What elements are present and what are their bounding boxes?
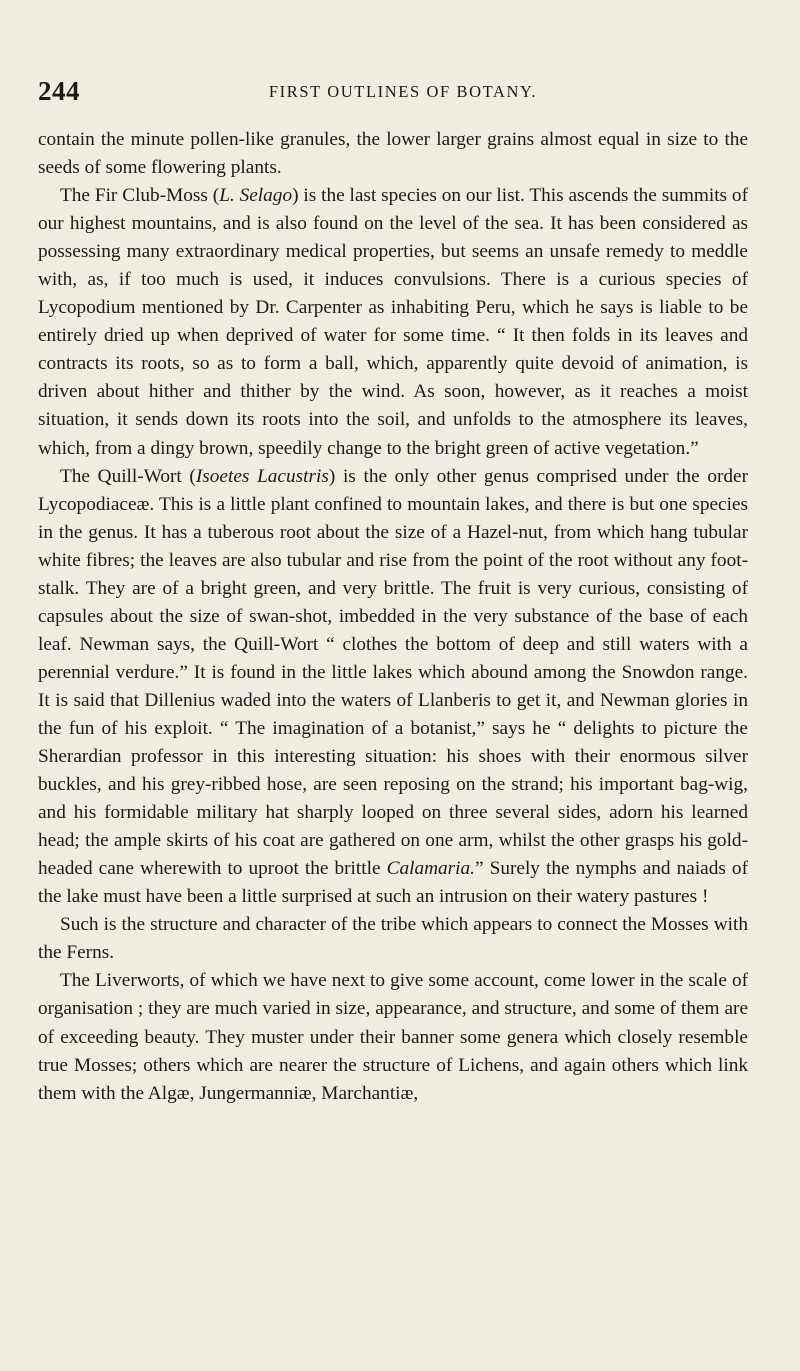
paragraph-text: contain the minute pollen-like granules, the lower larger grains almost equal in size to the seeds of some flowering plants. — [38, 129, 748, 179]
paragraph-text: ” Surely the nymphs and naiads of the lake must have been a little surprised at such an intrusion on their watery pastures ! — [38, 858, 748, 908]
species-name-italic: Isoetes Lacustris — [195, 465, 329, 487]
species-name-italic: Calamaria. — [386, 858, 475, 880]
paragraph-quill-wort — [38, 463, 748, 912]
paragraph-text: ) is the only other genus comprised under the order Lycopodiaceæ. This is a little plant confined to mountain lakes, and there is but one species in the genus. It has a tuberous root about the size of a Hazel-nut, from which hang tubular white fibres; the leaves are also tubular and rise from the point of the root without any foot-stalk. They are of a bright green, and very brittle. The fruit is very curious, consisting of capsules about the size of swan-shot, imbedded in the very substance of the base of each leaf. Newman says, the Quill-Wort “ clothes the bottom of deep and still waters with a perennial verdure.” It is found in the little lakes which abound among the Snowdon range. It is said that Dillenius waded into the waters of Llanberis to get it, and Newman glories in the fun of his exploit. “ The imagination of a botanist,” says he “ delights to picture the Sherardian professor in this interesting situation: his shoes with their enormous silver buckles, and his grey-ribbed hose, are seen reposing on the strand; his important bag-wig, and his formidable military hat sharply looped on three several sides, adorn his learned head; the ample skirts of his coat are gathered on one arm, whilst the other grasps his gold-headed cane wherewith to uproot the brittle — [38, 465, 748, 880]
running-title: FIRST OUTLINES OF BOTANY. — [268, 82, 538, 101]
page-number: 244 — [38, 76, 80, 106]
body-text — [38, 126, 748, 1108]
paragraph-text: The Quill-Wort ( — [60, 465, 196, 487]
paragraph-text: The Liverworts, of which we have next to give some account, come lower in the scale of organisation ; they are much varied in size, appearance, and structure, and some of them are of exceeding beauty. They muster under their banner some genera which closely resemble true Mosses; others which are nearer the structure of Lichens, and again others which link them with the Algæ, Jungermanniæ, Marchantiæ, — [38, 970, 748, 1104]
paragraph-fir-club-moss — [38, 182, 748, 462]
paragraph-continuation — [38, 126, 748, 182]
paragraph-text: The Fir Club-Moss ( — [60, 185, 220, 207]
running-head — [38, 76, 748, 106]
paragraph-text: ) is the last species on our list. This ascends the summits of our highest mountains, and is also found on the level of the sea. It has been considered as possessing many extraordinary medical properties, but seems an unsafe remedy to meddle with, as, if too much is used, it induces convulsions. There is a curious species of Lycopodium mentioned by Dr. Carpenter as inhabiting Peru, which he says is liable to be entirely dried up when deprived of water for some time. “ It then folds in its leaves and contracts its roots, so as to form a ball, which, apparently quite devoid of animation, is driven about hither and thither by the wind. As soon, however, as it reaches a moist situation, it sends down its roots into the soil, and unfolds to the atmosphere its leaves, which, from a dingy brown, speedily change to the bright green of active vegetation.” — [38, 185, 748, 459]
paragraph-tribe-summary — [38, 911, 748, 967]
paragraph-text: Such is the structure and character of the tribe which appears to connect the Mosses with the Ferns. — [38, 914, 748, 964]
species-name-italic: L. Selago — [219, 185, 293, 207]
paragraph-liverworts — [38, 967, 748, 1107]
